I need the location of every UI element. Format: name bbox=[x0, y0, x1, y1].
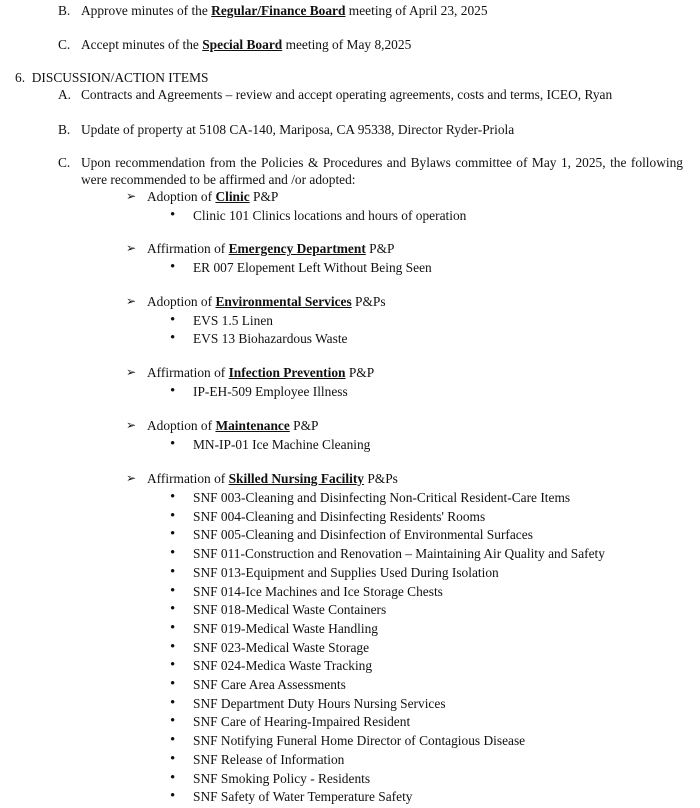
group-heading-infection: Affirmation of Infection Prevention P&P bbox=[147, 365, 375, 380]
policy-item: SNF 011-Construction and Renovation – Maintaining Air Quality and Safety bbox=[193, 546, 605, 561]
item-property-update: Update of property at 5108 CA-140, Mariposa, CA 95338, Director Ryder-Priola bbox=[81, 122, 515, 137]
round-bullet-icon: • bbox=[170, 770, 176, 786]
policy-item: EVS 1.5 Linen bbox=[193, 313, 273, 328]
arrowhead-bullet-icon: ➢ bbox=[126, 365, 137, 379]
policy-item: SNF 024-Medica Waste Tracking bbox=[193, 658, 373, 673]
round-bullet-icon: • bbox=[170, 732, 176, 748]
policy-item: SNF Care Area Assessments bbox=[193, 677, 346, 692]
round-bullet-icon: • bbox=[170, 436, 176, 452]
round-bullet-icon: • bbox=[170, 620, 176, 636]
round-bullet-icon: • bbox=[170, 657, 176, 673]
round-bullet-icon: • bbox=[170, 545, 176, 561]
item-letter: C. bbox=[58, 37, 71, 52]
group-heading-maintenance: Adoption of Maintenance P&P bbox=[147, 418, 319, 433]
policy-item: MN-IP-01 Ice Machine Cleaning bbox=[193, 437, 371, 452]
section-title: DISCUSSION/ACTION ITEMS bbox=[31, 70, 209, 85]
policy-item: SNF Care of Hearing-Impaired Resident bbox=[193, 714, 411, 729]
policy-item: SNF 014-Ice Machines and Ice Storage Chests bbox=[193, 584, 443, 599]
arrowhead-bullet-icon: ➢ bbox=[126, 471, 137, 485]
round-bullet-icon: • bbox=[170, 713, 176, 729]
group-heading-snf: Affirmation of Skilled Nursing Facility P&Ps bbox=[147, 471, 398, 486]
item-text: Approve minutes of the Regular/Finance Board meeting of April 23, 2025 bbox=[81, 3, 488, 18]
group-heading-emergency: Affirmation of Emergency Department P&P bbox=[147, 241, 395, 256]
policy-item: ER 007 Elopement Left Without Being Seen bbox=[193, 260, 432, 275]
item-contracts: Contracts and Agreements – review and accept operating agreements, costs and terms, ICEO, Ryan bbox=[81, 87, 613, 102]
policy-item: SNF 023-Medical Waste Storage bbox=[193, 640, 370, 655]
arrowhead-bullet-icon: ➢ bbox=[126, 294, 137, 308]
round-bullet-icon: • bbox=[170, 564, 176, 580]
policy-item: SNF 018-Medical Waste Containers bbox=[193, 602, 387, 617]
policy-item: SNF Department Duty Hours Nursing Services bbox=[193, 696, 446, 711]
round-bullet-icon: • bbox=[170, 676, 176, 692]
item-letter: B. bbox=[58, 122, 71, 137]
policy-item: SNF Release of Information bbox=[193, 752, 345, 767]
policy-item: EVS 13 Biohazardous Waste bbox=[193, 331, 348, 346]
section-heading bbox=[15, 69, 208, 86]
round-bullet-icon: • bbox=[170, 207, 176, 223]
policy-item: IP-EH-509 Employee Illness bbox=[193, 384, 348, 399]
round-bullet-icon: • bbox=[170, 788, 176, 804]
round-bullet-icon: • bbox=[170, 695, 176, 711]
policy-item: SNF 005-Cleaning and Disinfection of Environmental Surfaces bbox=[193, 527, 533, 542]
board-name: Regular/Finance Board bbox=[211, 3, 346, 18]
policy-item: SNF Smoking Policy - Residents bbox=[193, 771, 371, 786]
round-bullet-icon: • bbox=[170, 508, 176, 524]
policy-item: SNF 013-Equipment and Supplies Used During Isolation bbox=[193, 565, 499, 580]
round-bullet-icon: • bbox=[170, 489, 176, 505]
group-heading-environmental: Adoption of Environmental Services P&Ps bbox=[147, 294, 386, 309]
section-number: 6. bbox=[15, 70, 26, 85]
item-letter: C. bbox=[58, 155, 71, 170]
arrowhead-bullet-icon: ➢ bbox=[126, 241, 137, 255]
item-policies-recommendation: Upon recommendation from the Policies & Procedures and Bylaws committee of May 1, 2025, the following were recommended to be affirmed and /or adopted: bbox=[81, 155, 683, 187]
arrowhead-bullet-icon: ➢ bbox=[126, 189, 137, 203]
round-bullet-icon: • bbox=[170, 526, 176, 542]
round-bullet-icon: • bbox=[170, 583, 176, 599]
arrowhead-bullet-icon: ➢ bbox=[126, 418, 137, 432]
item-letter: A. bbox=[58, 87, 72, 102]
round-bullet-icon: • bbox=[170, 601, 176, 617]
policy-item: SNF 004-Cleaning and Disinfecting Residents' Rooms bbox=[193, 509, 486, 524]
item-letter: B. bbox=[58, 3, 71, 18]
item-text: Accept minutes of the Special Board meeting of May 8,2025 bbox=[81, 37, 412, 52]
round-bullet-icon: • bbox=[170, 751, 176, 767]
round-bullet-icon: • bbox=[170, 639, 176, 655]
policy-item: SNF 003-Cleaning and Disinfecting Non-Critical Resident-Care Items bbox=[193, 490, 571, 505]
policy-item: SNF Safety of Water Temperature Safety bbox=[193, 789, 413, 804]
policy-item: Clinic 101 Clinics locations and hours of operation bbox=[193, 208, 467, 223]
board-name: Special Board bbox=[202, 37, 283, 52]
round-bullet-icon: • bbox=[170, 312, 176, 328]
round-bullet-icon: • bbox=[170, 383, 176, 399]
policy-item: SNF 019-Medical Waste Handling bbox=[193, 621, 379, 636]
policy-item: SNF Notifying Funeral Home Director of Contagious Disease bbox=[193, 733, 526, 748]
round-bullet-icon: • bbox=[170, 330, 176, 346]
round-bullet-icon: • bbox=[170, 259, 176, 275]
group-heading-clinic: Adoption of Clinic P&P bbox=[147, 189, 279, 204]
